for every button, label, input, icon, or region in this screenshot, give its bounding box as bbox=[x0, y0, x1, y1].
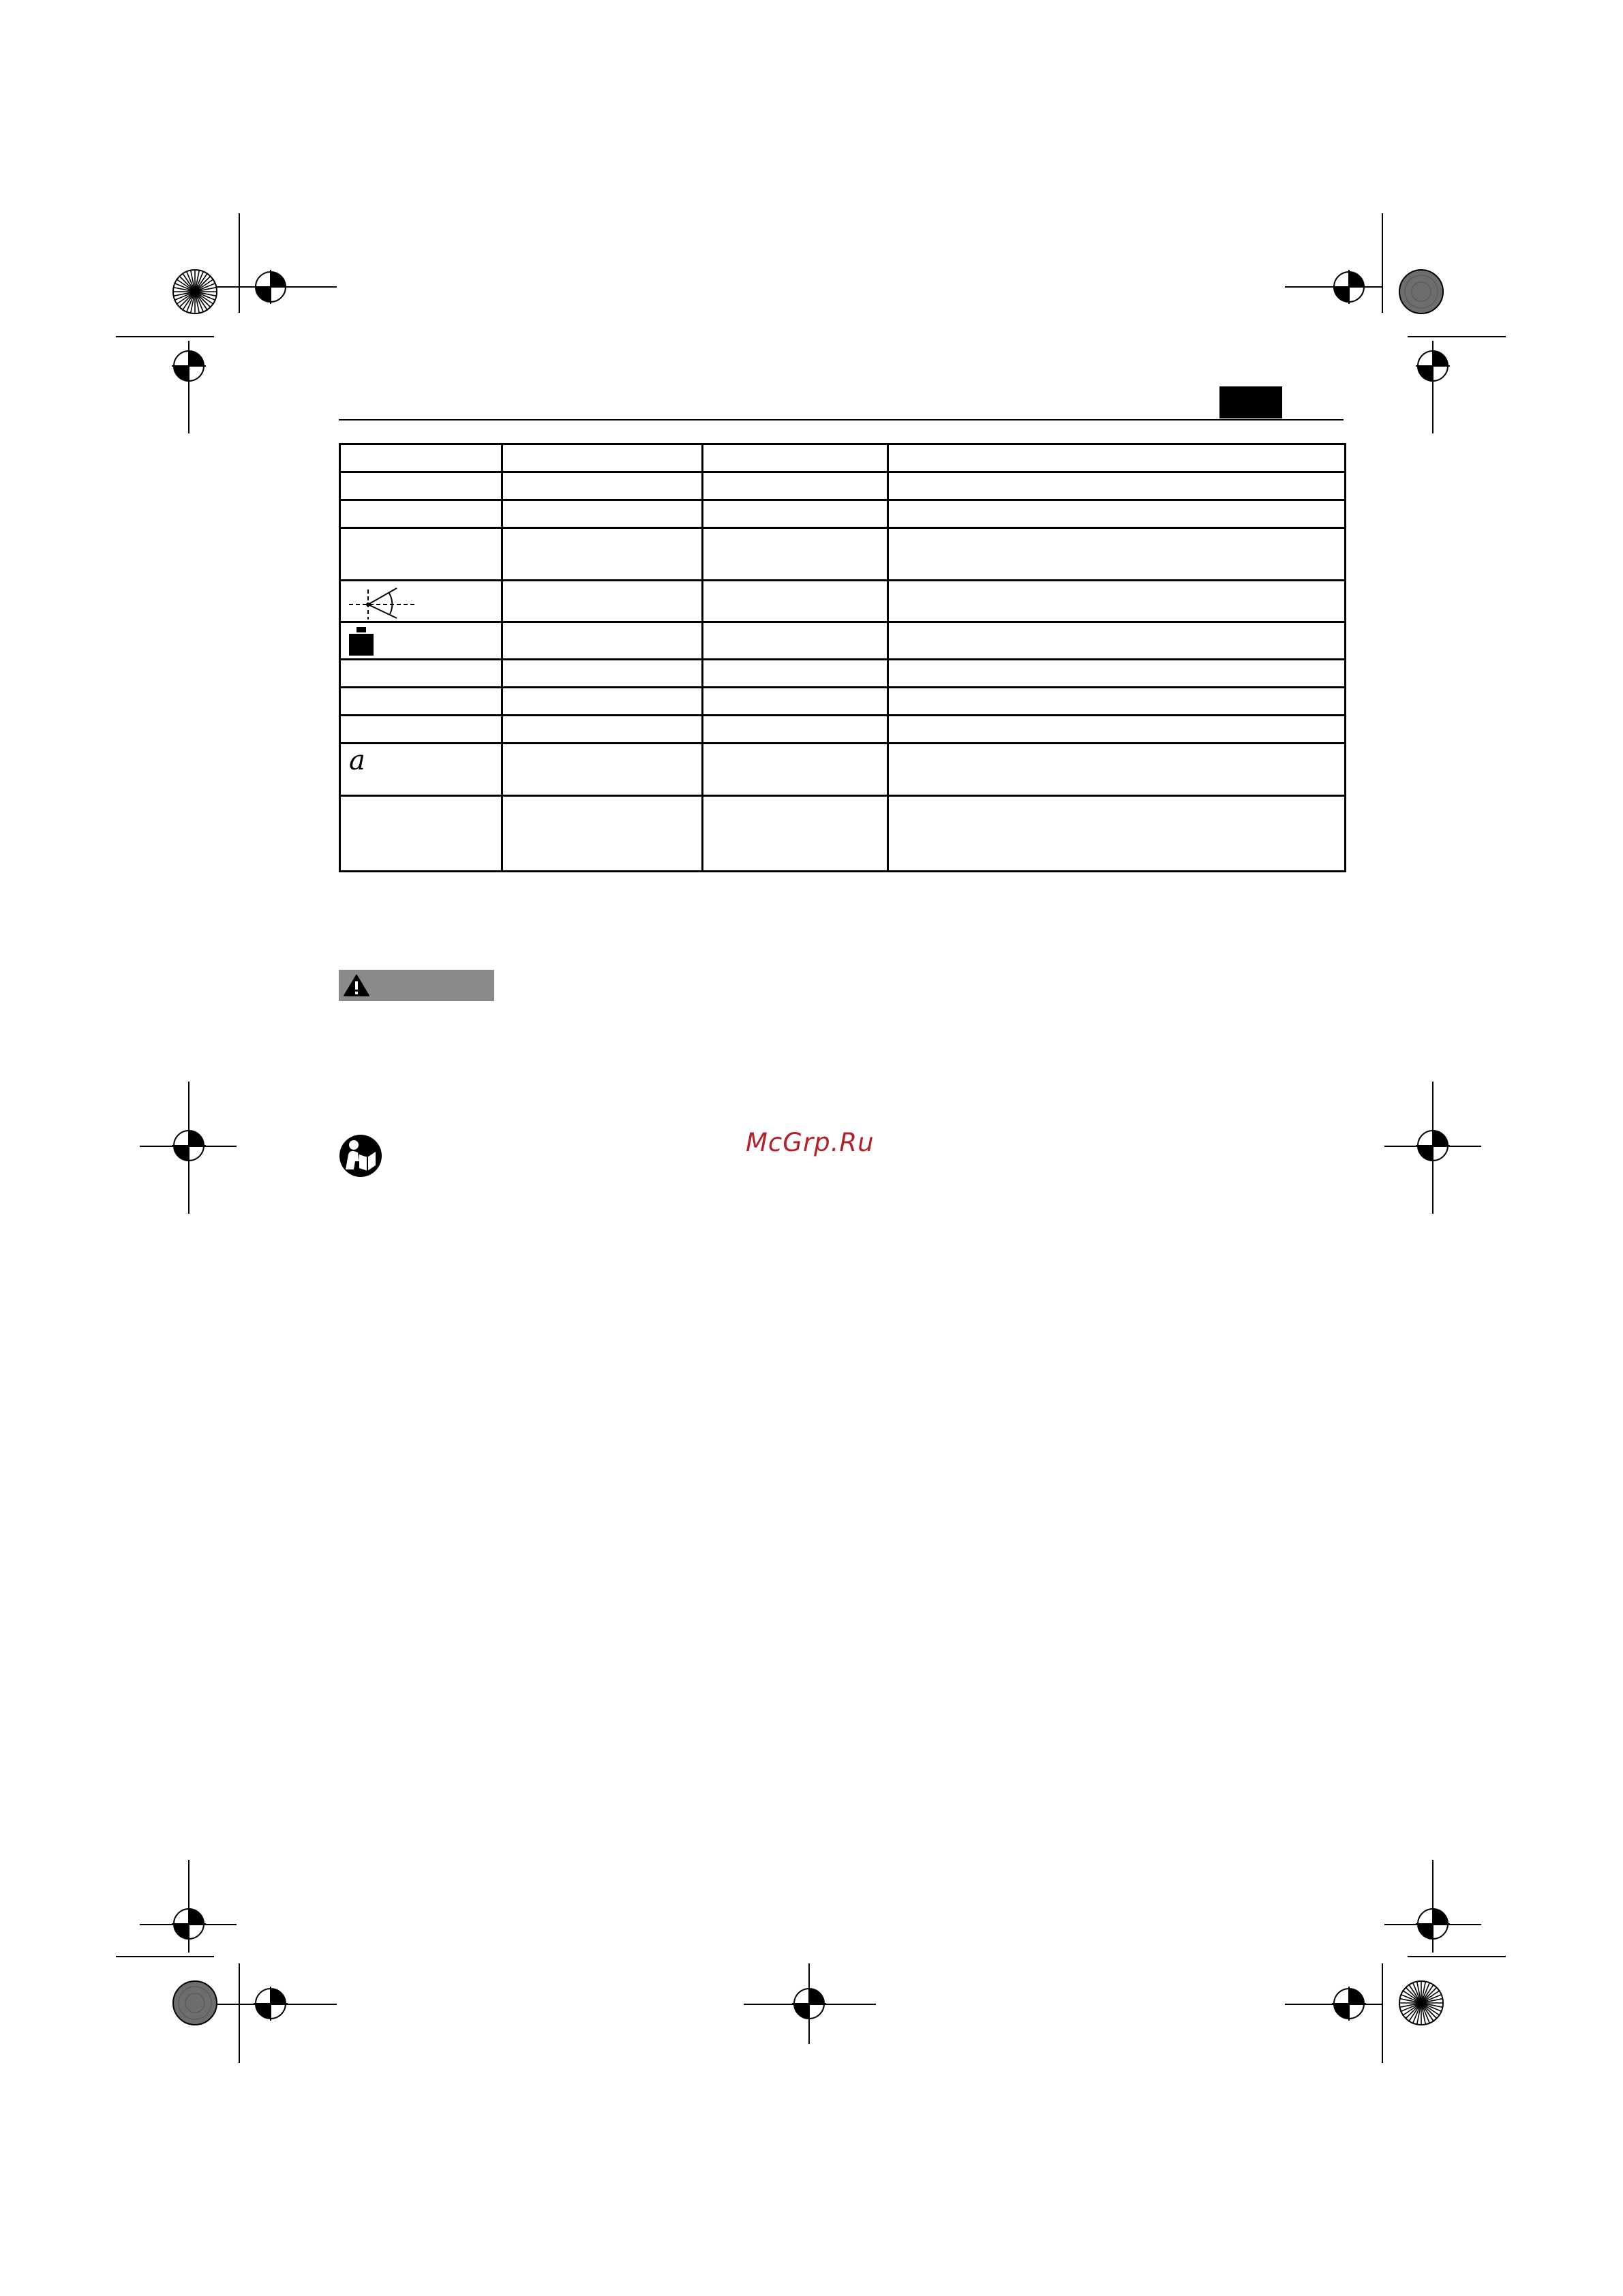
registration-target-icon bbox=[254, 270, 288, 304]
warning-bar bbox=[339, 970, 494, 1001]
table-row bbox=[340, 622, 1346, 660]
crop-wheel-grey-icon bbox=[1398, 269, 1444, 315]
table-row bbox=[340, 688, 1346, 716]
registration-target-icon bbox=[172, 1129, 206, 1163]
registration-target-icon bbox=[1416, 349, 1450, 383]
registration-target-icon bbox=[1332, 270, 1366, 304]
registration-target-icon bbox=[1332, 1987, 1366, 2021]
swivel-angle-icon bbox=[348, 584, 416, 621]
header-rule bbox=[339, 419, 1344, 420]
table-row bbox=[340, 744, 1346, 796]
crop-wheel-grey-icon bbox=[172, 1980, 218, 2026]
crop-wheel-icon bbox=[172, 269, 218, 315]
table-row bbox=[340, 500, 1346, 528]
table-row bbox=[340, 796, 1346, 872]
registration-target-icon bbox=[792, 1987, 826, 2021]
alpha-symbol-icon: a bbox=[349, 745, 365, 776]
table-row bbox=[340, 716, 1346, 744]
registration-target-icon bbox=[172, 349, 206, 383]
read-manual-icon bbox=[339, 1134, 382, 1178]
table-row bbox=[340, 528, 1346, 581]
crop-wheel-icon bbox=[1398, 1980, 1444, 2026]
registration-target-icon bbox=[172, 1907, 206, 1941]
table-row bbox=[340, 660, 1346, 688]
warning-triangle-icon bbox=[343, 974, 370, 997]
registration-target-icon bbox=[1416, 1907, 1450, 1941]
watermark-text: McGrp.Ru bbox=[746, 1128, 875, 1157]
table-row bbox=[340, 472, 1346, 500]
registration-target-icon bbox=[1416, 1129, 1450, 1163]
weight-icon bbox=[348, 626, 375, 657]
registration-target-icon bbox=[254, 1987, 288, 2021]
language-tab bbox=[1219, 386, 1282, 418]
table-row bbox=[340, 581, 1346, 622]
spec-table bbox=[339, 443, 1346, 872]
table-row bbox=[340, 444, 1346, 472]
